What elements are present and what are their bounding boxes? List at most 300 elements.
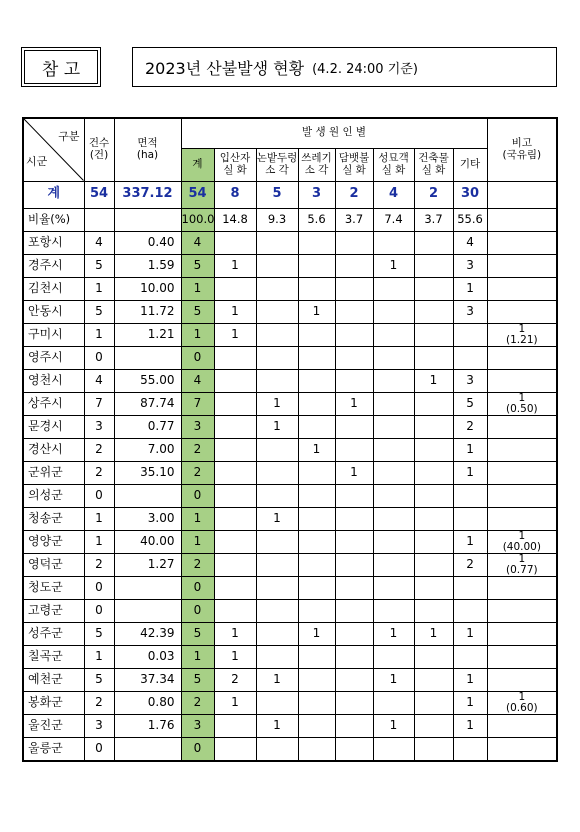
cause-value-0: 0 xyxy=(181,346,214,369)
burned-area: 87.74 xyxy=(114,392,181,415)
national-forest-note: 1 (0.50) xyxy=(487,392,557,415)
total-cause-0: 54 xyxy=(181,181,214,208)
cause-value-6 xyxy=(414,346,453,369)
ratio-cause-4: 3.7 xyxy=(335,208,373,231)
cause-value-1 xyxy=(214,507,256,530)
cause-value-5: 1 xyxy=(373,254,414,277)
cause-value-4: 1 xyxy=(335,392,373,415)
total-cause-6: 2 xyxy=(414,181,453,208)
table-row xyxy=(23,599,557,622)
cause-value-2 xyxy=(256,277,298,300)
diagonal-line xyxy=(24,119,84,181)
burned-area: 7.00 xyxy=(114,438,181,461)
cause-value-2 xyxy=(256,530,298,553)
cause-value-3 xyxy=(298,576,335,599)
fire-count: 1 xyxy=(84,507,114,530)
table-row xyxy=(23,323,557,346)
burned-area xyxy=(114,737,181,761)
table-row xyxy=(23,576,557,599)
cause-value-1: 2 xyxy=(214,668,256,691)
cause-value-6 xyxy=(414,277,453,300)
table-row xyxy=(23,645,557,668)
table-row xyxy=(23,622,557,645)
burned-area: 1.27 xyxy=(114,553,181,576)
region-name: 영천시 xyxy=(23,369,84,392)
cause-value-4 xyxy=(335,231,373,254)
cause-value-5: 1 xyxy=(373,622,414,645)
cause-value-1 xyxy=(214,277,256,300)
reference-box-inner-border xyxy=(24,50,98,84)
region-name: 고령군 xyxy=(23,599,84,622)
burned-area: 40.00 xyxy=(114,530,181,553)
table-row xyxy=(23,484,557,507)
region-name: 군위군 xyxy=(23,461,84,484)
fire-count: 0 xyxy=(84,346,114,369)
national-forest-note xyxy=(487,599,557,622)
cause-value-1: 1 xyxy=(214,691,256,714)
burned-area: 1.21 xyxy=(114,323,181,346)
cause-value-4 xyxy=(335,415,373,438)
cause-value-5 xyxy=(373,576,414,599)
cause-value-3 xyxy=(298,507,335,530)
cause-value-6 xyxy=(414,254,453,277)
cause-value-5 xyxy=(373,231,414,254)
cause-value-1 xyxy=(214,346,256,369)
cause-value-7: 1 xyxy=(453,691,487,714)
table-row xyxy=(23,461,557,484)
cause-value-0: 4 xyxy=(181,369,214,392)
cause-value-6: 1 xyxy=(414,369,453,392)
cause-value-0: 2 xyxy=(181,438,214,461)
fire-count: 5 xyxy=(84,300,114,323)
cause-value-1: 1 xyxy=(214,254,256,277)
region-name: 구미시 xyxy=(23,323,84,346)
cause-value-1 xyxy=(214,415,256,438)
region-name: 청도군 xyxy=(23,576,84,599)
total-cause-2: 5 xyxy=(256,181,298,208)
national-forest-note xyxy=(487,277,557,300)
total-area: 337.12 xyxy=(114,181,181,208)
burned-area: 0.80 xyxy=(114,691,181,714)
cause-value-3 xyxy=(298,392,335,415)
cause-value-6 xyxy=(414,438,453,461)
fire-count: 2 xyxy=(84,691,114,714)
cause-value-7: 2 xyxy=(453,415,487,438)
cause-value-3 xyxy=(298,737,335,761)
cause-value-2 xyxy=(256,553,298,576)
header-area: 면적 (ha) xyxy=(114,118,181,181)
ratio-cause-6: 3.7 xyxy=(414,208,453,231)
burned-area: 42.39 xyxy=(114,622,181,645)
cause-value-2 xyxy=(256,231,298,254)
national-forest-note xyxy=(487,438,557,461)
cause-value-6 xyxy=(414,576,453,599)
cause-value-0: 0 xyxy=(181,484,214,507)
cause-value-7 xyxy=(453,645,487,668)
cause-value-6 xyxy=(414,737,453,761)
cause-value-7: 5 xyxy=(453,392,487,415)
cause-value-6 xyxy=(414,415,453,438)
cause-value-6 xyxy=(414,668,453,691)
cause-value-7: 1 xyxy=(453,461,487,484)
cause-value-1 xyxy=(214,576,256,599)
region-name: 울릉군 xyxy=(23,737,84,761)
cause-value-6 xyxy=(414,231,453,254)
region-name: 김천시 xyxy=(23,277,84,300)
cause-value-6 xyxy=(414,691,453,714)
cause-value-0: 5 xyxy=(181,668,214,691)
cause-value-6 xyxy=(414,530,453,553)
cause-value-2: 1 xyxy=(256,714,298,737)
national-forest-note: 1 (1.21) xyxy=(487,323,557,346)
fire-count: 4 xyxy=(84,369,114,392)
cause-value-3 xyxy=(298,231,335,254)
cause-value-2 xyxy=(256,622,298,645)
burned-area: 35.10 xyxy=(114,461,181,484)
fire-count: 2 xyxy=(84,438,114,461)
cause-value-1: 1 xyxy=(214,300,256,323)
national-forest-note: 1 (0.60) xyxy=(487,691,557,714)
fire-count: 1 xyxy=(84,323,114,346)
table-row xyxy=(23,714,557,737)
burned-area: 1.76 xyxy=(114,714,181,737)
ratio-count xyxy=(84,208,114,231)
cause-value-7 xyxy=(453,507,487,530)
national-forest-note xyxy=(487,231,557,254)
region-name: 울진군 xyxy=(23,714,84,737)
burned-area xyxy=(114,599,181,622)
national-forest-note xyxy=(487,737,557,761)
cause-value-2 xyxy=(256,369,298,392)
cause-value-4 xyxy=(335,277,373,300)
cause-value-7: 3 xyxy=(453,300,487,323)
cause-value-2: 1 xyxy=(256,415,298,438)
cause-value-2 xyxy=(256,461,298,484)
total-count: 54 xyxy=(84,181,114,208)
cause-value-7: 1 xyxy=(453,714,487,737)
total-cause-4: 2 xyxy=(335,181,373,208)
ratio-cause-2: 9.3 xyxy=(256,208,298,231)
cause-value-7 xyxy=(453,737,487,761)
fire-count: 0 xyxy=(84,737,114,761)
ratio-area xyxy=(114,208,181,231)
cause-value-2 xyxy=(256,599,298,622)
title-box xyxy=(132,47,557,87)
cause-value-2 xyxy=(256,438,298,461)
cause-value-2 xyxy=(256,576,298,599)
fire-count: 5 xyxy=(84,668,114,691)
header-cause-group: 발 생 원 인 별 xyxy=(181,118,487,148)
cause-value-4 xyxy=(335,300,373,323)
fire-count: 1 xyxy=(84,645,114,668)
cause-value-1 xyxy=(214,599,256,622)
cause-value-2 xyxy=(256,484,298,507)
national-forest-note xyxy=(487,507,557,530)
header-cause-5: 성묘객 실 화 xyxy=(373,148,414,181)
cause-value-6 xyxy=(414,553,453,576)
cause-value-5 xyxy=(373,484,414,507)
burned-area: 0.40 xyxy=(114,231,181,254)
table-row xyxy=(23,346,557,369)
cause-value-5 xyxy=(373,300,414,323)
burned-area xyxy=(114,576,181,599)
fire-count: 5 xyxy=(84,622,114,645)
cause-value-4 xyxy=(335,576,373,599)
cause-value-1 xyxy=(214,737,256,761)
national-forest-note xyxy=(487,369,557,392)
fire-count: 2 xyxy=(84,553,114,576)
burned-area: 11.72 xyxy=(114,300,181,323)
cause-value-2 xyxy=(256,691,298,714)
region-name: 의성군 xyxy=(23,484,84,507)
cause-value-4 xyxy=(335,645,373,668)
cause-value-3 xyxy=(298,668,335,691)
national-forest-note xyxy=(487,576,557,599)
cause-value-7: 3 xyxy=(453,254,487,277)
header-cause-6: 건축물 실 화 xyxy=(414,148,453,181)
cause-value-0: 2 xyxy=(181,691,214,714)
cause-value-3 xyxy=(298,484,335,507)
table-row xyxy=(23,530,557,553)
cause-value-7 xyxy=(453,346,487,369)
cause-value-3 xyxy=(298,323,335,346)
cause-value-2 xyxy=(256,737,298,761)
fire-count: 0 xyxy=(84,599,114,622)
cause-value-0: 1 xyxy=(181,645,214,668)
fire-count: 7 xyxy=(84,392,114,415)
total-cause-1: 8 xyxy=(214,181,256,208)
burned-area xyxy=(114,484,181,507)
cause-value-1 xyxy=(214,553,256,576)
region-name: 안동시 xyxy=(23,300,84,323)
cause-value-4 xyxy=(335,714,373,737)
cause-value-3 xyxy=(298,691,335,714)
cause-value-2: 1 xyxy=(256,507,298,530)
cause-value-1 xyxy=(214,392,256,415)
cause-value-4 xyxy=(335,484,373,507)
national-forest-note xyxy=(487,300,557,323)
cause-value-0: 3 xyxy=(181,415,214,438)
cause-value-5 xyxy=(373,599,414,622)
national-forest-note xyxy=(487,415,557,438)
fire-count: 2 xyxy=(84,461,114,484)
cause-value-4 xyxy=(335,254,373,277)
cause-value-0: 7 xyxy=(181,392,214,415)
fire-count: 4 xyxy=(84,231,114,254)
cause-value-3 xyxy=(298,415,335,438)
cause-value-0: 4 xyxy=(181,231,214,254)
region-name: 문경시 xyxy=(23,415,84,438)
header-gubun: 구분 xyxy=(58,130,80,143)
cause-value-7: 1 xyxy=(453,668,487,691)
cause-value-7 xyxy=(453,484,487,507)
cause-value-2 xyxy=(256,323,298,346)
cause-value-2 xyxy=(256,300,298,323)
cause-value-0: 1 xyxy=(181,277,214,300)
cause-value-2: 1 xyxy=(256,392,298,415)
cause-value-4 xyxy=(335,369,373,392)
fire-count: 3 xyxy=(84,415,114,438)
cause-value-5 xyxy=(373,645,414,668)
table-row xyxy=(23,507,557,530)
cause-value-1 xyxy=(214,438,256,461)
cause-value-7: 1 xyxy=(453,438,487,461)
cause-value-6 xyxy=(414,300,453,323)
region-name: 영덕군 xyxy=(23,553,84,576)
cause-value-6 xyxy=(414,645,453,668)
cause-value-7: 4 xyxy=(453,231,487,254)
national-forest-note xyxy=(487,484,557,507)
header-cause-1: 입산자 실 화 xyxy=(214,148,256,181)
table-row xyxy=(23,553,557,576)
cause-value-1 xyxy=(214,714,256,737)
cause-value-3 xyxy=(298,645,335,668)
fire-count: 3 xyxy=(84,714,114,737)
cause-value-4 xyxy=(335,599,373,622)
cause-value-1 xyxy=(214,369,256,392)
cause-value-3: 1 xyxy=(298,300,335,323)
region-name: 영양군 xyxy=(23,530,84,553)
cause-value-4 xyxy=(335,553,373,576)
table-row xyxy=(23,415,557,438)
cause-value-4 xyxy=(335,691,373,714)
national-forest-note xyxy=(487,346,557,369)
cause-value-0: 2 xyxy=(181,461,214,484)
cause-value-4 xyxy=(335,668,373,691)
cause-value-2 xyxy=(256,645,298,668)
cause-value-3 xyxy=(298,346,335,369)
cause-value-7: 2 xyxy=(453,553,487,576)
region-name: 경산시 xyxy=(23,438,84,461)
wildfire-status-table xyxy=(22,117,558,762)
table-row xyxy=(23,392,557,415)
table-row xyxy=(23,277,557,300)
cause-value-0: 2 xyxy=(181,553,214,576)
cause-value-5 xyxy=(373,461,414,484)
table-row xyxy=(23,231,557,254)
cause-value-4 xyxy=(335,622,373,645)
burned-area: 3.00 xyxy=(114,507,181,530)
reference-label: 참 고 xyxy=(41,59,81,80)
ratio-row xyxy=(23,208,557,231)
cause-value-6 xyxy=(414,392,453,415)
cause-value-4 xyxy=(335,323,373,346)
cause-value-5 xyxy=(373,323,414,346)
cause-value-0: 3 xyxy=(181,714,214,737)
cause-value-6 xyxy=(414,461,453,484)
cause-value-5 xyxy=(373,438,414,461)
cause-value-6 xyxy=(414,599,453,622)
header-cause-7: 기타 xyxy=(453,148,487,181)
cause-value-1 xyxy=(214,484,256,507)
cause-value-4 xyxy=(335,438,373,461)
cause-value-7 xyxy=(453,576,487,599)
cause-value-2: 1 xyxy=(256,668,298,691)
cause-value-7: 1 xyxy=(453,530,487,553)
fire-count: 0 xyxy=(84,576,114,599)
cause-value-3 xyxy=(298,599,335,622)
cause-value-6 xyxy=(414,507,453,530)
table-row xyxy=(23,254,557,277)
cause-value-5 xyxy=(373,392,414,415)
header-cause-4: 담뱃불 실 화 xyxy=(335,148,373,181)
region-name: 예천군 xyxy=(23,668,84,691)
cause-value-0: 0 xyxy=(181,599,214,622)
header-sigun: 시군 xyxy=(26,155,48,169)
cause-value-1: 1 xyxy=(214,645,256,668)
ratio-cause-3: 5.6 xyxy=(298,208,335,231)
cause-value-3: 1 xyxy=(298,622,335,645)
region-name: 상주시 xyxy=(23,392,84,415)
cause-value-6 xyxy=(414,484,453,507)
cause-value-5 xyxy=(373,737,414,761)
cause-value-5 xyxy=(373,553,414,576)
national-forest-note xyxy=(487,461,557,484)
table-row xyxy=(23,668,557,691)
cause-value-7 xyxy=(453,323,487,346)
region-name: 영주시 xyxy=(23,346,84,369)
cause-value-3 xyxy=(298,714,335,737)
fire-count: 1 xyxy=(84,530,114,553)
region-name: 청송군 xyxy=(23,507,84,530)
cause-value-1 xyxy=(214,461,256,484)
cause-value-7 xyxy=(453,599,487,622)
cause-value-5: 1 xyxy=(373,668,414,691)
cause-value-5 xyxy=(373,369,414,392)
cause-value-0: 1 xyxy=(181,507,214,530)
page-title: 2023년 산불발생 현황 xyxy=(145,58,305,78)
cause-value-3 xyxy=(298,461,335,484)
cause-value-4 xyxy=(335,507,373,530)
region-name: 경주시 xyxy=(23,254,84,277)
cause-value-6: 1 xyxy=(414,622,453,645)
cause-value-3 xyxy=(298,553,335,576)
cause-value-6 xyxy=(414,714,453,737)
cause-value-5 xyxy=(373,277,414,300)
cause-value-6 xyxy=(414,323,453,346)
table-row xyxy=(23,300,557,323)
burned-area xyxy=(114,346,181,369)
cause-value-3 xyxy=(298,369,335,392)
cause-value-2 xyxy=(256,254,298,277)
cause-value-1: 1 xyxy=(214,323,256,346)
cause-value-2 xyxy=(256,346,298,369)
cause-value-0: 1 xyxy=(181,530,214,553)
burned-area: 0.03 xyxy=(114,645,181,668)
total-cause-3: 3 xyxy=(298,181,335,208)
burned-area: 0.77 xyxy=(114,415,181,438)
cause-value-5: 1 xyxy=(373,714,414,737)
fire-count: 1 xyxy=(84,277,114,300)
fire-count: 5 xyxy=(84,254,114,277)
table-row xyxy=(23,691,557,714)
cause-value-7: 1 xyxy=(453,622,487,645)
burned-area: 55.00 xyxy=(114,369,181,392)
national-forest-note xyxy=(487,668,557,691)
cause-value-5 xyxy=(373,507,414,530)
ratio-cause-0: 100.0 xyxy=(181,208,214,231)
region-name: 칠곡군 xyxy=(23,645,84,668)
national-forest-note: 1 (40.00) xyxy=(487,530,557,553)
header-corner-cell xyxy=(23,118,84,181)
ratio-cause-7: 55.6 xyxy=(453,208,487,231)
cause-value-4 xyxy=(335,530,373,553)
cause-value-4: 1 xyxy=(335,461,373,484)
cause-value-4 xyxy=(335,346,373,369)
cause-value-1 xyxy=(214,231,256,254)
cause-value-5 xyxy=(373,530,414,553)
table-row xyxy=(23,369,557,392)
